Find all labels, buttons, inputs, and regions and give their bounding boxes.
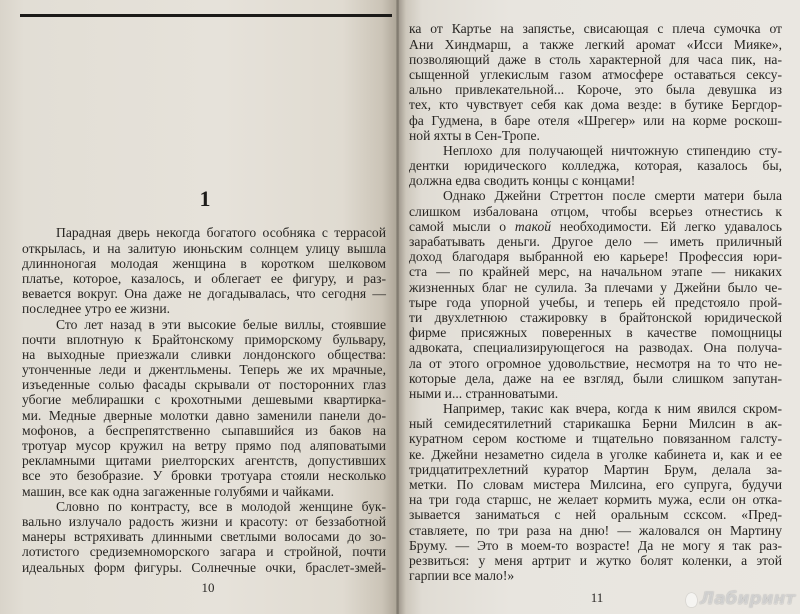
text-line: гарпии все мало!» [409, 568, 515, 584]
paragraph [22, 225, 386, 316]
text-line: вально излучало радость жизни и красоту: от беззаботной [22, 513, 386, 529]
text-line: последнее утро ее жизни. [22, 301, 171, 317]
text-line: Например, такис как вчера, когда к ним явился скром- [443, 401, 782, 417]
text-line: зарабатывать деньги. Другое дело — иметь приличный [409, 234, 782, 250]
paragraph [409, 188, 782, 401]
text-line: фа Гудмена, в баре отеля «Шрегер» или на корме роскош- [409, 112, 782, 128]
text-line: тридцатитрехлетний куратор Мартин Брум, делала за- [409, 461, 782, 477]
text-segment: необходимости. Ей легко удавалось [551, 218, 782, 234]
page-number: 11 [590, 590, 604, 605]
text-line: Словно по контрасту, все в молодой женщине бук- [56, 498, 386, 514]
page-number: 10 [201, 580, 215, 595]
text-line: все это безобразие. У бровки тротуара стояли несколько [22, 468, 386, 484]
text-line: на три года старшс, не желает кормить мужа, если он отка- [409, 492, 782, 508]
text-line: зывается заниматься с ней оральным ссксом. «Пред- [409, 507, 782, 523]
text-line: открылась, и на залитую июньским солнцем улицу вышла [22, 240, 386, 256]
text-line: изъеденные солью фасады скрывали от посторонних глаз [22, 377, 386, 393]
text-line: позволяющий даже в столь характерной для часа пик, на- [409, 51, 782, 67]
text-line: ный семидесятилетний старикашка Берни Милсин в ак- [409, 416, 782, 432]
text-line: манеры встряхивать длинными светлыми волосами до зо- [22, 529, 386, 545]
text-line: Бруму. — Это в моем-то возрасте! Да не могу я так раз- [409, 537, 782, 553]
text-line: Сто лет назад в эти высокие белые виллы, стоявшие [56, 316, 386, 332]
text-line: убогие меблирашки с крохотными дешевыми квартирка- [22, 392, 386, 408]
text-line: доход благодаря выбранной ею карьере! Профессия юри- [409, 249, 782, 265]
text-line: рекламными щитами риелторских агентств, допустивших [22, 453, 386, 469]
text-line: ке. Джейни незаметно сидела в уголке кабинета и, как и ее [409, 446, 782, 462]
text-line: утонченные леди и джентльмены. Теперь же их мрачные, [22, 362, 386, 378]
text-line: должна едва сводить концы с концами! [409, 173, 636, 189]
text-line: ти двухлетнюю стажировку в брайтонской юридической [409, 309, 782, 325]
text-line: Парадная дверь некогда богатого особняка с террасой [56, 225, 386, 241]
text-line: длинноногая молодая женщина в коротком шелковом [22, 255, 386, 271]
text-line: мофонов, а беспрепятственно сыпавшийся из баков на [22, 422, 386, 438]
text-line: куратном сером костюме и тщательно повязанном галсту- [409, 431, 782, 447]
text-line: метки. По словам мистера Милсина, его супруга, будучи [409, 477, 782, 493]
text-line: на выходные приезжали сливки лондонского общества: [22, 346, 386, 362]
text-line: Неплохо для получающей ничтожную стипендию сту- [443, 142, 782, 158]
text-line: ставляете, по три раза на дню! — жаловался он Мартину [409, 522, 782, 538]
text-line: Ани Хиндмарш, а также легкий аромат «Исси Мияке», [409, 36, 782, 52]
text-line [409, 219, 782, 234]
text-line: Однако Джейни Стреттон после смерти матери была [443, 188, 782, 204]
book-spine [396, 0, 399, 614]
text-line: которые дела, даже на ее взгляд, были слишком запутан- [409, 370, 782, 386]
page-top-rule [20, 14, 392, 17]
text-line: ка от Картье на запястье, свисающая с плеча сумочка от [409, 21, 782, 37]
text-line: жизненных благ не сулила. За плечами у Джейни было че- [409, 279, 782, 295]
text-line: тыре года упорной учебы, и теперь ей предстояло прой- [409, 294, 782, 310]
chapter-number: 1 [199, 186, 211, 211]
text-line: ными и... странноватыми. [409, 385, 559, 401]
text-line: резвиться: у меня артрит и жутко болят коленки, а этой [409, 552, 782, 568]
text-line: ста — по крайней мерс, на начальном этапе — никаких [409, 264, 782, 280]
text-line: ной яхты в Сен-Тропе. [409, 127, 540, 143]
watermark-text: Лабиринт [700, 589, 796, 609]
paragraph [22, 499, 386, 575]
paragraph [409, 143, 782, 189]
paragraph [409, 401, 782, 583]
italic-word: такой [514, 218, 552, 234]
text-line: вевается вокруг. Она даже не догадывалась, что сегодня — [22, 286, 386, 302]
text-line: ми. Медные дверные молотки давно заменили панели до- [22, 407, 386, 423]
paragraph [22, 317, 386, 499]
text-line: ально привлекательной... Короче, это была девушка из [409, 82, 782, 98]
paragraph [409, 21, 782, 143]
left-page-text [22, 225, 386, 574]
text-line: тех, кто чувствует себя как дома везде: в бутике Бергдор- [409, 97, 782, 113]
text-line: ла от этого огромное удовольствие, несмотря на то что не- [409, 355, 782, 371]
text-line: лотистого средиземноморского загара и стройной, почти [22, 544, 386, 560]
text-line: сыщенной углекислым газом атмосфере оставаться сексу- [409, 66, 782, 82]
text-line: почти вплотную к Брайтонскому приморскому бульвару, [22, 331, 386, 347]
text-line: слишком избалована отцом, чтобы всерьез отнестись к [409, 203, 782, 219]
labirint-logo-icon [686, 593, 697, 607]
right-page-text [409, 21, 782, 583]
text-line: тротуар мусор кружил на ветру прямо под аляповатыми [22, 438, 386, 454]
text-line: адвоката, специализирующегося на разводах. Она получа- [409, 340, 782, 356]
text-line: платье, которое, казалось, и облегает ее фигуру, и раз- [22, 270, 386, 286]
text-line: дентки юридического колледжа, которая, казалось бы, [409, 158, 782, 174]
text-line: идеальных форм фигуры. Солнечные очки, браслет-змей- [22, 559, 386, 575]
text-line: фирме присяжных поверенных в качестве помощницы [409, 325, 782, 341]
text-segment: самой мысли о [409, 218, 515, 234]
text-line: машин, все как одна загаженные голубями и чайками. [22, 483, 335, 499]
